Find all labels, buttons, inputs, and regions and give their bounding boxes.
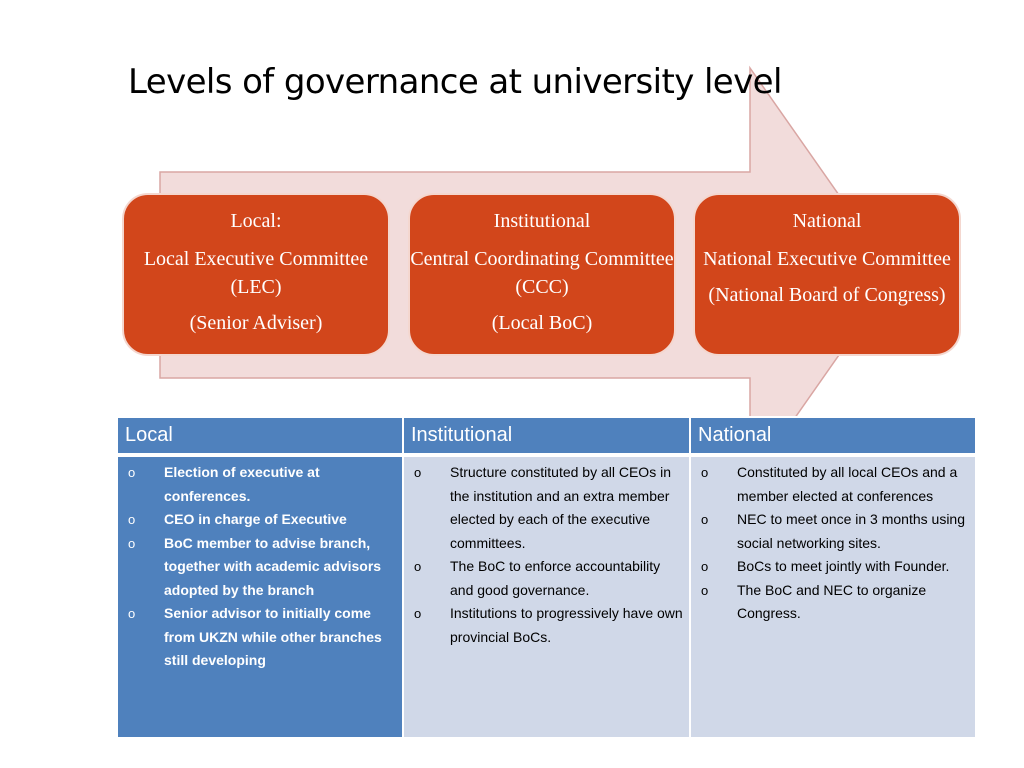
list-item <box>122 461 396 508</box>
header-national: National <box>690 417 976 455</box>
local-box-heading: Local: <box>230 210 282 232</box>
item-text: NEC to meet once in 3 months using social networking sites. <box>737 511 966 551</box>
institutional-box-committee: Central Coordinating Committee (CCC) <box>410 248 674 298</box>
bullet-icon: o <box>414 606 422 621</box>
item-text: The BoC and NEC to organize Congress. <box>737 581 927 621</box>
local-box-note: (Senior Adviser) <box>189 312 323 334</box>
list-item <box>122 532 396 603</box>
local-box-committee: Local Executive Committee (LEC) <box>143 248 369 298</box>
local-cell <box>117 455 403 738</box>
list-item <box>695 555 969 579</box>
local-level-box <box>122 193 390 356</box>
bullet-icon: o <box>414 465 422 480</box>
list-item <box>408 461 683 555</box>
institutional-cell <box>403 455 690 738</box>
table-header-row <box>117 417 976 455</box>
page-title: Levels of governance at university level <box>128 62 782 102</box>
item-text: Election of executive at conferences. <box>164 464 320 504</box>
list-item <box>695 508 969 555</box>
header-local: Local <box>117 417 403 455</box>
item-text: BoCs to meet jointly with Founder. <box>737 558 950 574</box>
institutional-box-heading: Institutional <box>493 210 591 232</box>
national-cell <box>690 455 976 738</box>
list-item <box>408 555 683 602</box>
item-text: Institutions to progressively have own provincial BoCs. <box>450 605 683 645</box>
national-level-box <box>693 193 961 356</box>
item-text: Constituted by all local CEOs and a member elected at conferences <box>737 464 958 504</box>
list-item <box>695 461 969 508</box>
institutional-box-note: (Local BoC) <box>491 312 593 334</box>
institutional-list <box>408 461 683 649</box>
list-item <box>122 508 396 532</box>
bullet-icon: o <box>128 535 136 551</box>
table-row <box>117 455 976 738</box>
bullet-icon: o <box>128 512 136 527</box>
item-text: BoC member to advise branch, together with academic advisors adopted by the branch <box>164 534 382 598</box>
national-list <box>695 461 969 626</box>
item-text: CEO in charge of Executive <box>164 511 347 527</box>
bullet-icon: o <box>701 465 709 480</box>
governance-table <box>116 416 977 739</box>
national-box-heading: National <box>792 210 862 232</box>
bullet-icon: o <box>128 465 136 480</box>
item-text: Senior advisor to initially come from UKZN while other branches still developing <box>164 605 382 668</box>
institutional-level-box <box>408 193 676 356</box>
bullet-icon: o <box>414 559 422 574</box>
item-text: Structure constituted by all CEOs in the institution and an extra member elected by each of the executive committees. <box>450 464 671 551</box>
list-item <box>122 602 396 673</box>
header-institutional: Institutional <box>403 417 690 455</box>
bullet-icon: o <box>128 606 136 621</box>
national-box-committee: National Executive Committee <box>703 248 951 270</box>
bullet-icon: o <box>701 512 709 527</box>
item-text: The BoC to enforce accountability and good governance. <box>450 558 661 598</box>
national-box-note: (National Board of Congress) <box>708 284 946 306</box>
list-item <box>695 579 969 626</box>
local-list <box>122 461 396 673</box>
bullet-icon: o <box>701 559 709 574</box>
list-item <box>408 602 683 649</box>
bullet-icon: o <box>701 582 709 598</box>
